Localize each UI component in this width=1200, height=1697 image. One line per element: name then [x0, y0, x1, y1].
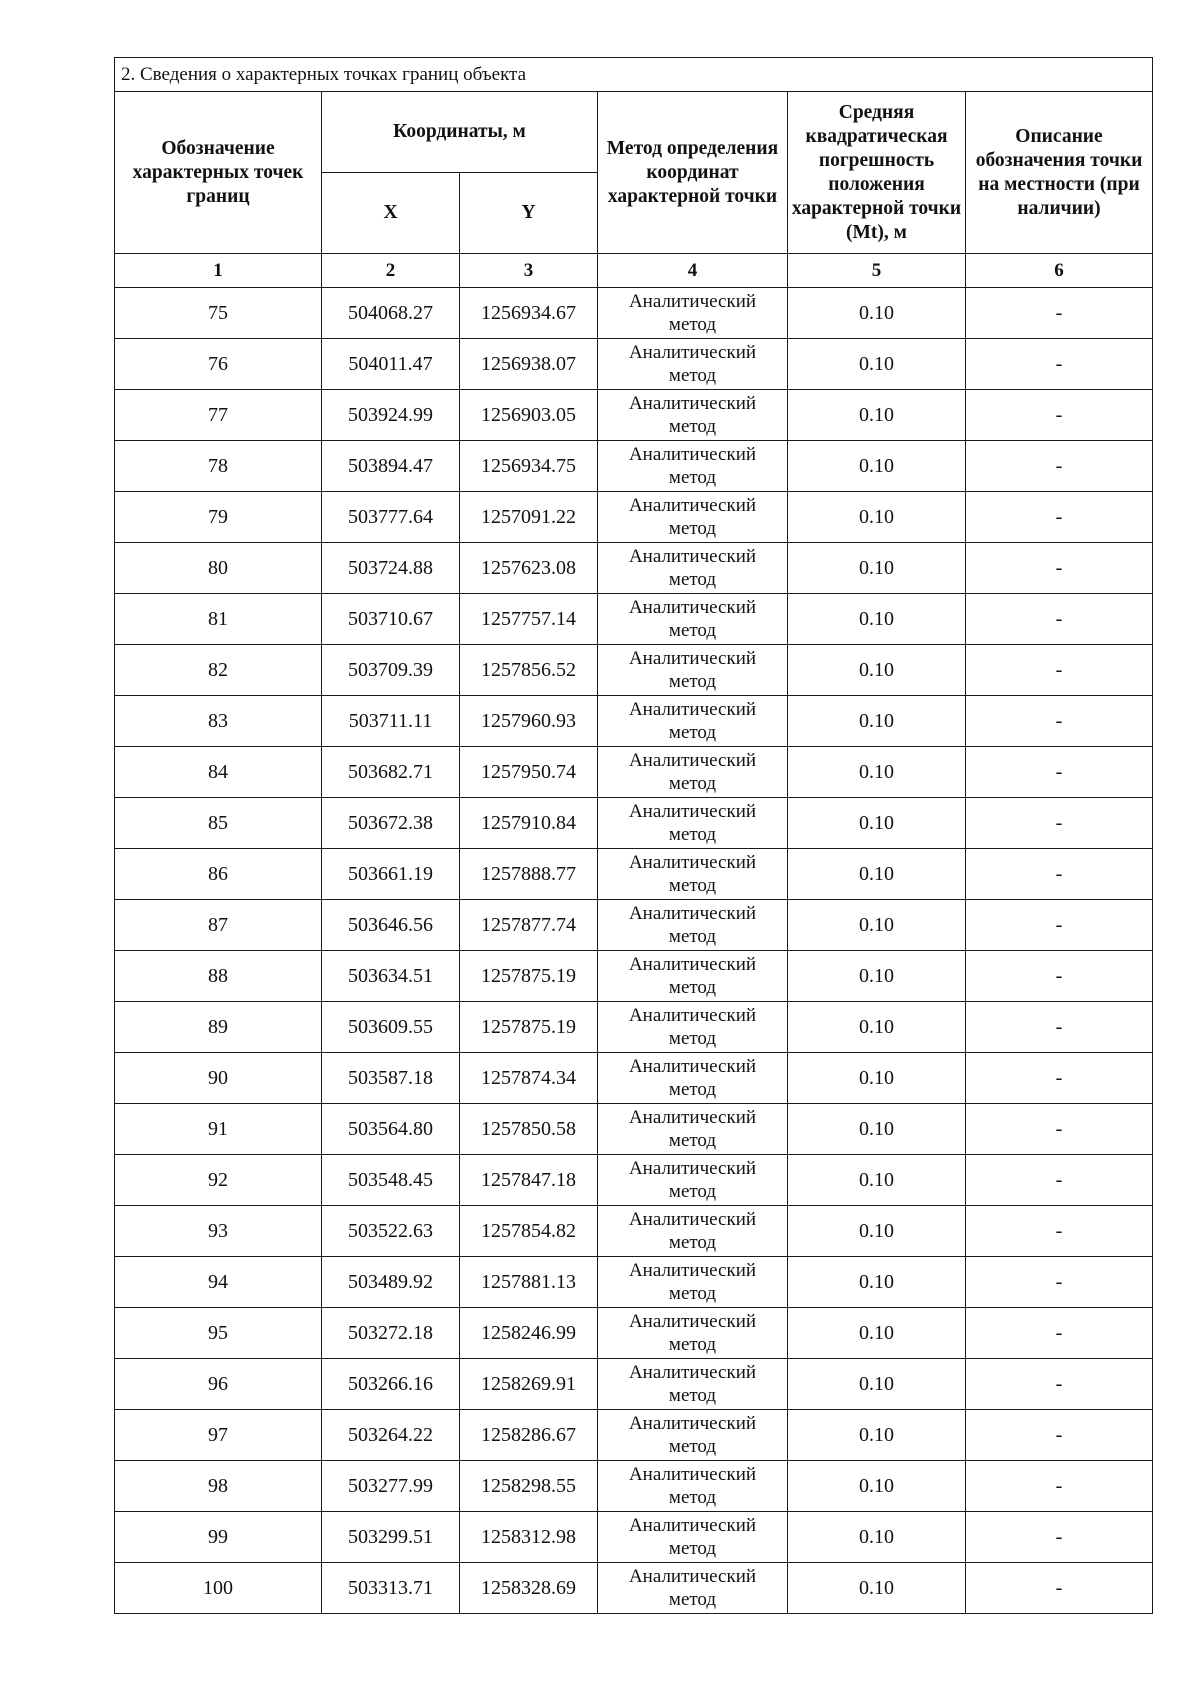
coordinate-y: 1258328.69	[460, 1563, 598, 1614]
method-cell	[598, 594, 788, 645]
section-title: 2. Сведения о характерных точках границ объекта	[115, 58, 1153, 92]
method-line-2: метод	[668, 1436, 717, 1457]
coordinate-y: 1257856.52	[460, 645, 598, 696]
coordinate-x: 504011.47	[322, 339, 460, 390]
table-row	[115, 1206, 1153, 1257]
mean-square-error: 0.10	[788, 1512, 966, 1563]
coordinate-x: 503711.11	[322, 696, 460, 747]
coordinate-x: 503489.92	[322, 1257, 460, 1308]
method-line-1: Аналитический	[628, 1362, 757, 1383]
mean-square-error: 0.10	[788, 900, 966, 951]
mean-square-error: 0.10	[788, 1053, 966, 1104]
mean-square-error: 0.10	[788, 1308, 966, 1359]
coordinate-y: 1256903.05	[460, 390, 598, 441]
method-line-2: метод	[668, 1589, 717, 1610]
point-id: 79	[115, 492, 322, 543]
coordinate-y: 1258312.98	[460, 1512, 598, 1563]
method-line-2: метод	[668, 1130, 717, 1151]
table-row	[115, 594, 1153, 645]
method-line-1: Аналитический	[628, 1107, 757, 1128]
method-line-2: метод	[668, 518, 717, 539]
table-row	[115, 696, 1153, 747]
method-cell	[598, 1155, 788, 1206]
method-line-2: метод	[668, 1385, 717, 1406]
mean-square-error: 0.10	[788, 543, 966, 594]
method-line-1: Аналитический	[628, 1515, 757, 1536]
table-row	[115, 543, 1153, 594]
method-line-2: метод	[668, 1334, 717, 1355]
coordinate-y: 1258269.91	[460, 1359, 598, 1410]
coordinate-y: 1256934.75	[460, 441, 598, 492]
method-line-1: Аналитический	[628, 1005, 757, 1026]
point-id: 87	[115, 900, 322, 951]
method-cell	[598, 1563, 788, 1614]
coordinate-y: 1257960.93	[460, 696, 598, 747]
coordinate-y: 1257874.34	[460, 1053, 598, 1104]
method-line-1: Аналитический	[628, 1413, 757, 1434]
point-id: 95	[115, 1308, 322, 1359]
coordinate-y: 1258298.55	[460, 1461, 598, 1512]
table-row	[115, 441, 1153, 492]
method-line-1: Аналитический	[628, 1260, 757, 1281]
mean-square-error: 0.10	[788, 951, 966, 1002]
coordinate-y: 1257757.14	[460, 594, 598, 645]
method-line-2: метод	[668, 722, 717, 743]
coordinate-x: 503299.51	[322, 1512, 460, 1563]
point-description: -	[966, 696, 1153, 747]
coordinate-y: 1257877.74	[460, 900, 598, 951]
method-line-1: Аналитический	[628, 1158, 757, 1179]
method-cell	[598, 339, 788, 390]
mean-square-error: 0.10	[788, 390, 966, 441]
coordinate-x: 503522.63	[322, 1206, 460, 1257]
coordinate-y: 1257888.77	[460, 849, 598, 900]
coordinate-x: 503264.22	[322, 1410, 460, 1461]
method-cell	[598, 1002, 788, 1053]
coordinate-y: 1256938.07	[460, 339, 598, 390]
method-line-1: Аналитический	[628, 597, 757, 618]
mean-square-error: 0.10	[788, 339, 966, 390]
method-line-2: метод	[668, 926, 717, 947]
coordinate-y: 1257875.19	[460, 951, 598, 1002]
header-y: Y	[460, 173, 598, 254]
coordinate-x: 503709.39	[322, 645, 460, 696]
method-line-1: Аналитический	[628, 1566, 757, 1587]
point-description: -	[966, 1308, 1153, 1359]
point-description: -	[966, 747, 1153, 798]
coordinate-x: 503277.99	[322, 1461, 460, 1512]
method-line-1: Аналитический	[628, 546, 757, 567]
point-description: -	[966, 1563, 1153, 1614]
method-cell	[598, 849, 788, 900]
mean-square-error: 0.10	[788, 1359, 966, 1410]
method-cell	[598, 900, 788, 951]
mean-square-error: 0.10	[788, 492, 966, 543]
header-description: Описание обозначения точки на местности (при наличии)	[966, 92, 1153, 254]
boundary-points-table	[114, 57, 1153, 1614]
table-row	[115, 1563, 1153, 1614]
point-description: -	[966, 288, 1153, 339]
mean-square-error: 0.10	[788, 645, 966, 696]
coordinate-y: 1257881.13	[460, 1257, 598, 1308]
coordinate-y: 1257875.19	[460, 1002, 598, 1053]
method-cell	[598, 543, 788, 594]
point-description: -	[966, 543, 1153, 594]
coordinate-x: 503646.56	[322, 900, 460, 951]
method-line-2: метод	[668, 1283, 717, 1304]
point-id: 90	[115, 1053, 322, 1104]
mean-square-error: 0.10	[788, 1104, 966, 1155]
method-line-1: Аналитический	[628, 699, 757, 720]
coordinate-y: 1257854.82	[460, 1206, 598, 1257]
table-row	[115, 1053, 1153, 1104]
header-coordinates: Координаты, м	[322, 92, 598, 173]
table-row	[115, 849, 1153, 900]
coordinate-y: 1257091.22	[460, 492, 598, 543]
mean-square-error: 0.10	[788, 1563, 966, 1614]
table-row	[115, 1257, 1153, 1308]
mean-square-error: 0.10	[788, 1257, 966, 1308]
method-line-1: Аналитический	[628, 903, 757, 924]
point-id: 96	[115, 1359, 322, 1410]
mean-square-error: 0.10	[788, 1410, 966, 1461]
coordinate-y: 1257910.84	[460, 798, 598, 849]
point-description: -	[966, 798, 1153, 849]
table-row	[115, 492, 1153, 543]
point-id: 98	[115, 1461, 322, 1512]
table-row	[115, 900, 1153, 951]
method-line-2: метод	[668, 365, 717, 386]
coordinate-y: 1257950.74	[460, 747, 598, 798]
point-description: -	[966, 1053, 1153, 1104]
point-id: 83	[115, 696, 322, 747]
point-id: 75	[115, 288, 322, 339]
table-row	[115, 1002, 1153, 1053]
column-number: 6	[966, 254, 1153, 288]
method-line-2: метод	[668, 671, 717, 692]
point-id: 78	[115, 441, 322, 492]
method-line-2: метод	[668, 824, 717, 845]
coordinate-x: 503894.47	[322, 441, 460, 492]
method-cell	[598, 1104, 788, 1155]
table-row	[115, 1308, 1153, 1359]
mean-square-error: 0.10	[788, 696, 966, 747]
mean-square-error: 0.10	[788, 288, 966, 339]
coordinate-y: 1257847.18	[460, 1155, 598, 1206]
method-line-1: Аналитический	[628, 1209, 757, 1230]
coordinate-x: 503272.18	[322, 1308, 460, 1359]
method-cell	[598, 951, 788, 1002]
coordinate-y: 1257623.08	[460, 543, 598, 594]
method-line-1: Аналитический	[628, 1311, 757, 1332]
coordinate-x: 503777.64	[322, 492, 460, 543]
method-line-1: Аналитический	[628, 291, 757, 312]
method-line-2: метод	[668, 1487, 717, 1508]
header-x: X	[322, 173, 460, 254]
point-id: 99	[115, 1512, 322, 1563]
header-mean-square-error: Средняя квадратическая погрешность положения характерной точки (Mt), м	[788, 92, 966, 254]
method-cell	[598, 798, 788, 849]
point-id: 88	[115, 951, 322, 1002]
method-line-1: Аналитический	[628, 1056, 757, 1077]
method-line-1: Аналитический	[628, 393, 757, 414]
coordinate-x: 503266.16	[322, 1359, 460, 1410]
method-line-2: метод	[668, 569, 717, 590]
mean-square-error: 0.10	[788, 1155, 966, 1206]
mean-square-error: 0.10	[788, 1461, 966, 1512]
method-line-2: метод	[668, 416, 717, 437]
table-row	[115, 1410, 1153, 1461]
table-row	[115, 1104, 1153, 1155]
point-id: 84	[115, 747, 322, 798]
point-description: -	[966, 1206, 1153, 1257]
method-cell	[598, 1410, 788, 1461]
coordinate-x: 503924.99	[322, 390, 460, 441]
table-row	[115, 747, 1153, 798]
method-cell	[598, 492, 788, 543]
method-line-1: Аналитический	[628, 342, 757, 363]
column-number: 2	[322, 254, 460, 288]
mean-square-error: 0.10	[788, 849, 966, 900]
coordinate-x: 503609.55	[322, 1002, 460, 1053]
point-id: 97	[115, 1410, 322, 1461]
point-description: -	[966, 441, 1153, 492]
method-cell	[598, 1053, 788, 1104]
header-method: Метод определения координат характерной точки	[598, 92, 788, 254]
coordinate-x: 504068.27	[322, 288, 460, 339]
point-description: -	[966, 1410, 1153, 1461]
method-line-2: метод	[668, 314, 717, 335]
point-description: -	[966, 849, 1153, 900]
method-cell	[598, 1461, 788, 1512]
point-id: 77	[115, 390, 322, 441]
method-cell	[598, 696, 788, 747]
column-number: 5	[788, 254, 966, 288]
method-cell	[598, 1206, 788, 1257]
method-line-2: метод	[668, 1079, 717, 1100]
table-row	[115, 1461, 1153, 1512]
point-id: 82	[115, 645, 322, 696]
point-id: 94	[115, 1257, 322, 1308]
coordinate-x: 503724.88	[322, 543, 460, 594]
table-row	[115, 1359, 1153, 1410]
document-page	[114, 57, 1152, 1614]
point-description: -	[966, 951, 1153, 1002]
method-line-2: метод	[668, 620, 717, 641]
method-cell	[598, 441, 788, 492]
point-description: -	[966, 594, 1153, 645]
method-line-1: Аналитический	[628, 495, 757, 516]
mean-square-error: 0.10	[788, 747, 966, 798]
coordinate-x: 503672.38	[322, 798, 460, 849]
method-cell	[598, 1359, 788, 1410]
point-description: -	[966, 1461, 1153, 1512]
coordinate-x: 503313.71	[322, 1563, 460, 1614]
coordinate-y: 1257850.58	[460, 1104, 598, 1155]
point-id: 85	[115, 798, 322, 849]
method-line-1: Аналитический	[628, 852, 757, 873]
coordinate-x: 503634.51	[322, 951, 460, 1002]
point-description: -	[966, 492, 1153, 543]
table-body	[115, 288, 1153, 1614]
mean-square-error: 0.10	[788, 594, 966, 645]
point-id: 80	[115, 543, 322, 594]
point-description: -	[966, 900, 1153, 951]
method-line-2: метод	[668, 773, 717, 794]
point-id: 91	[115, 1104, 322, 1155]
column-number: 4	[598, 254, 788, 288]
mean-square-error: 0.10	[788, 441, 966, 492]
method-cell	[598, 747, 788, 798]
point-description: -	[966, 1002, 1153, 1053]
table-header	[115, 58, 1153, 288]
point-id: 89	[115, 1002, 322, 1053]
table-row	[115, 390, 1153, 441]
point-id: 86	[115, 849, 322, 900]
point-description: -	[966, 645, 1153, 696]
coordinate-x: 503710.67	[322, 594, 460, 645]
point-description: -	[966, 1512, 1153, 1563]
column-number-row	[115, 254, 1153, 288]
column-number: 3	[460, 254, 598, 288]
table-row	[115, 339, 1153, 390]
mean-square-error: 0.10	[788, 1002, 966, 1053]
method-line-1: Аналитический	[628, 1464, 757, 1485]
point-description: -	[966, 390, 1153, 441]
method-cell	[598, 1308, 788, 1359]
table-row	[115, 645, 1153, 696]
table-row	[115, 951, 1153, 1002]
method-line-1: Аналитический	[628, 444, 757, 465]
point-description: -	[966, 1257, 1153, 1308]
point-description: -	[966, 1359, 1153, 1410]
method-cell	[598, 288, 788, 339]
coordinate-y: 1258286.67	[460, 1410, 598, 1461]
point-id: 76	[115, 339, 322, 390]
method-line-1: Аналитический	[628, 648, 757, 669]
method-cell	[598, 390, 788, 441]
method-line-2: метод	[668, 1232, 717, 1253]
method-line-2: метод	[668, 875, 717, 896]
point-description: -	[966, 339, 1153, 390]
table-row	[115, 1512, 1153, 1563]
method-line-2: метод	[668, 1181, 717, 1202]
header-point-designation: Обозначение характерных точек границ	[115, 92, 322, 254]
point-id: 100	[115, 1563, 322, 1614]
method-line-2: метод	[668, 467, 717, 488]
coordinate-x: 503587.18	[322, 1053, 460, 1104]
column-number: 1	[115, 254, 322, 288]
method-line-1: Аналитический	[628, 801, 757, 822]
method-line-2: метод	[668, 1028, 717, 1049]
coordinate-x: 503564.80	[322, 1104, 460, 1155]
point-description: -	[966, 1104, 1153, 1155]
method-line-1: Аналитический	[628, 954, 757, 975]
point-id: 93	[115, 1206, 322, 1257]
table-row	[115, 798, 1153, 849]
method-line-1: Аналитический	[628, 750, 757, 771]
coordinate-y: 1256934.67	[460, 288, 598, 339]
coordinate-x: 503548.45	[322, 1155, 460, 1206]
coordinate-y: 1258246.99	[460, 1308, 598, 1359]
coordinate-x: 503661.19	[322, 849, 460, 900]
point-id: 81	[115, 594, 322, 645]
mean-square-error: 0.10	[788, 1206, 966, 1257]
method-cell	[598, 1257, 788, 1308]
coordinate-x: 503682.71	[322, 747, 460, 798]
method-cell	[598, 645, 788, 696]
method-cell	[598, 1512, 788, 1563]
point-description: -	[966, 1155, 1153, 1206]
table-row	[115, 288, 1153, 339]
method-line-2: метод	[668, 977, 717, 998]
mean-square-error: 0.10	[788, 798, 966, 849]
table-row	[115, 1155, 1153, 1206]
point-id: 92	[115, 1155, 322, 1206]
method-line-2: метод	[668, 1538, 717, 1559]
